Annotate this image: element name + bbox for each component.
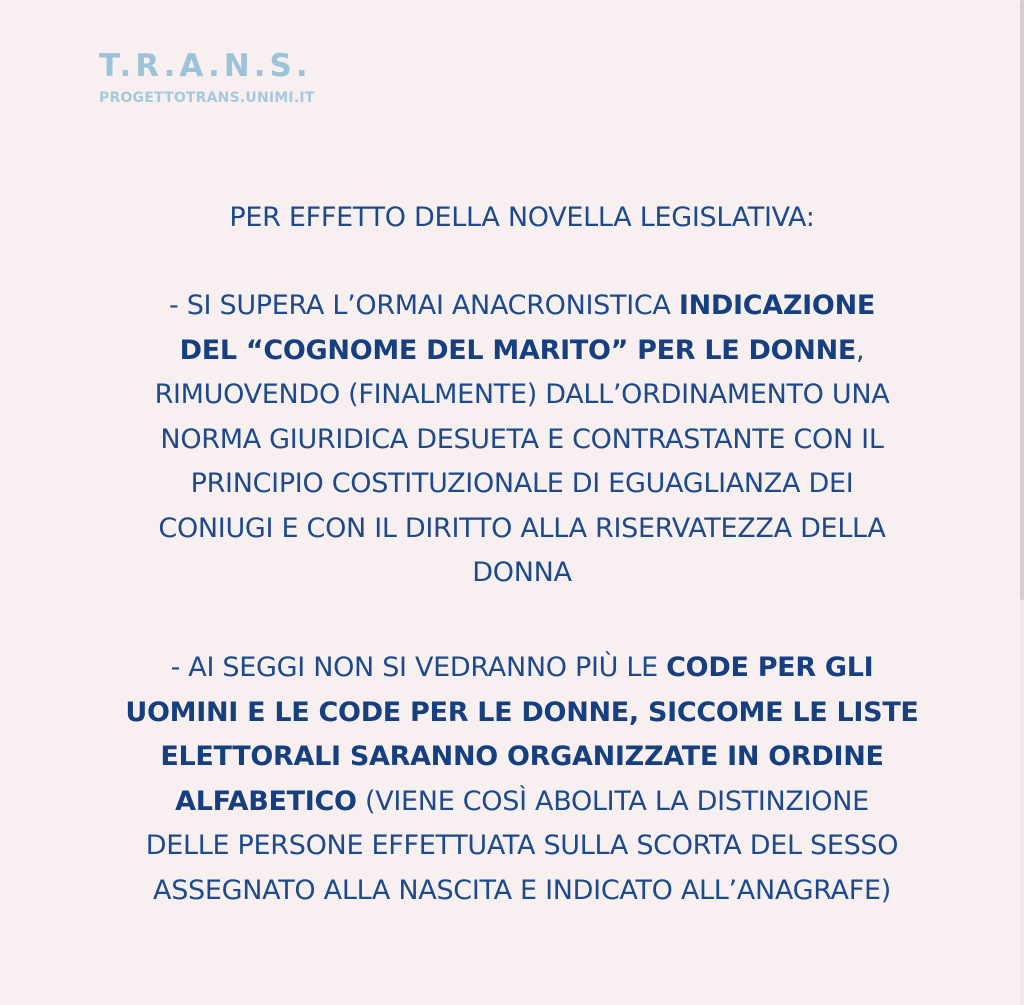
para2-line-4-text: (VIENE COSÌ ABOLITA LA DISTINZIONE [356, 785, 869, 817]
para1-line-7: DONNA [472, 557, 572, 588]
para1-line-1-text: - SI SUPERA L’ORMAI ANACRONISTICA [168, 290, 679, 321]
para1-line-2 [60, 329, 984, 374]
brand-header [99, 44, 315, 108]
para1-line-2-text: , [856, 334, 865, 366]
para2-line-4 [60, 780, 984, 825]
para2-line-1 [60, 646, 984, 691]
paragraph-polling-queues [60, 646, 984, 913]
para1-line-2-bold: DEL “COGNOME DEL MARITO” PER LE DONNE [179, 334, 857, 366]
para2-line-1-bold: CODE PER GLI [666, 652, 874, 683]
para2-line-1-text: - AI SEGGI NON SI VEDRANNO PIÙ LE [170, 652, 667, 683]
para2-line-5: DELLE PERSONE EFFETTUATA SULLA SCORTA DEL SESSO [145, 830, 899, 861]
para1-line-5: PRINCIPIO COSTITUZIONALE DI EGUAGLIANZA DEI [190, 468, 854, 499]
para1-line-3: RIMUOVENDO (FINALMENTE) DALL’ORDINAMENTO UNA [154, 379, 890, 410]
para1-line-1-bold: INDICAZIONE [678, 290, 876, 321]
para2-line-6: ASSEGNATO ALLA NASCITA E INDICATO ALL’ANAGRAFE) [153, 874, 891, 906]
intro-heading [60, 196, 984, 241]
para2-line-4-bold: ALFABETICO [175, 785, 357, 817]
paragraph-surname [60, 284, 984, 596]
scrollbar-track[interactable] [1020, 0, 1024, 1005]
intro-line: PER EFFETTO DELLA NOVELLA LEGISLATIVA: [229, 202, 815, 233]
brand-url: PROGETTOTRANS.UNIMI.IT [99, 90, 315, 106]
para2-line-2: UOMINI E LE CODE PER LE DONNE, SICCOME LE LISTE [125, 696, 919, 728]
para2-line-3: ELETTORALI SARANNO ORGANIZZATE IN ORDINE [160, 741, 884, 772]
para1-line-4: NORMA GIURIDICA DESUETA E CONTRASTANTE CON IL [160, 423, 884, 455]
para1-line-6: CONIUGI E CON IL DIRITTO ALLA RISERVATEZZA DELLA [158, 512, 886, 544]
para1-line-1 [60, 284, 984, 329]
brand-title: T.R.A.N.S. [99, 48, 312, 84]
scrollbar-thumb[interactable] [1020, 0, 1024, 600]
